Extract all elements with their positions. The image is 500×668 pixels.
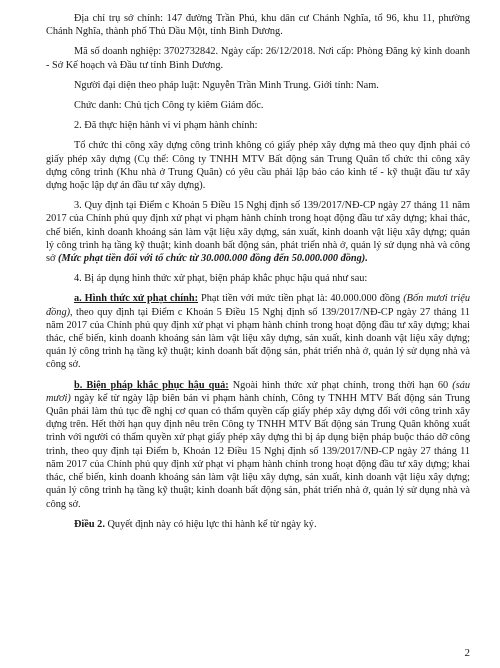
- article2-label: Điều 2.: [74, 518, 105, 530]
- company-position: Chức danh: Chủ tịch Công ty kiêm Giám đốc.: [74, 100, 264, 112]
- section4b-text2: ngày kể từ ngày lập biên bản vi phạm hành chính, Công ty TNHH MTV Bất động sản Trung Quân phải làm thủ tục đề nghị cơ quan có thẩm quyền cấp giấy phép xây dựng đối với công trình xây dựng trên. Hết thời hạn quy định nêu trên Công ty TNHH MTV Bất động sản Trung Quân không xuất trình với người có thẩm quyền xử phạt giấy phép xây dựng thì bị áp dụng biện pháp buộc tháo dỡ công trình, theo quy định tại Điểm b, Khoản 12 Điều 15 Nghị định số 139/2017/NĐ-CP ngày 27 tháng 11 năm 2017 của Chính phủ quy định xử phạt vi phạm hành chính trong hoạt động đầu tư xây dựng; khai thác, chế biến, kinh doanh khoáng sản làm vật liệu xây dựng, sản xuất, kinh doanh vật liệu xây dựng; quản lý công trình hạ tầng kỹ thuật; kinh doanh bất động sản, phát triển nhà ở, quản lý sử dụng nhà và công sở.: [46, 392, 470, 510]
- section4-heading: 4. Bị áp dụng hình thức xử phạt, biện pháp khắc phục hậu quả như sau:: [74, 273, 368, 285]
- section4b-paragraph: [46, 379, 470, 511]
- section3-paragraph: [46, 199, 470, 265]
- section2-heading: 2. Đã thực hiện hành vi vi phạm hành chính:: [74, 120, 258, 132]
- company-registration: Mã số doanh nghiệp: 3702732842. Ngày cấp: 26/12/2018. Nơi cấp: Phòng Đăng ký kinh doanh - Sở Kế hoạch và Đầu tư tỉnh Bình Dương.: [46, 46, 470, 71]
- section3-penalty: (Mức phạt tiền đối với tổ chức từ 30.000.000 đồng đến 50.000.000 đồng).: [58, 253, 368, 265]
- section4b-italic: (sáu mươi): [46, 379, 470, 404]
- section4a-text2: , theo quy định tại Điểm c Khoản 5 Điều 15 Nghị định số 139/2017/NĐ-CP ngày 27 tháng 11 năm 2017 của Chính phủ quy định xử phạt vi phạm hành chính trong hoạt động đầu tư xây dựng; khai thác, chế biến, kinh doanh khoáng sản làm vật liệu xây dựng, sản xuất, kinh doanh vật liệu xây dựng; quản lý công trình hạ tầng kỹ thuật; kinh doanh bất động sản, phát triển nhà ở, quản lý sử dụng nhà và công sở.: [46, 306, 470, 371]
- article2-text: Quyết định này có hiệu lực thi hành kể từ ngày ký.: [104, 518, 317, 530]
- section4a-text1: Phạt tiền với mức tiền phạt là: 40.000.000 đồng: [198, 293, 404, 305]
- section3-body: 3. Quy định tại Điểm c Khoản 5 Điều 15 Nghị định số 139/2017/NĐ-CP ngày 27 tháng 11 năm 2017 của Chính phủ quy định xử phạt vi phạm hành chính trong hoạt động đầu tư xây dựng; khai thác, chế biến, kinh doanh khoáng sản làm vật liệu xây dựng, sản xuất, kinh doanh vật liệu xây dựng; quản lý công trình hạ tầng kỹ thuật; kinh doanh bất động sản, phát triển nhà ở, quản lý sử dụng nhà và công sở: [46, 200, 470, 265]
- section2-body: Tổ chức thi công xây dựng công trình không có giấy phép xây dựng mà theo quy định phải có giấy phép xây dựng (Cụ thể: Công ty TNHH MTV Bất động sản Trung Quân tổ chức thi công xây dựng công trình (Khu nhà ở Trung Quân) có yêu cầu phải lập báo cáo kinh tế - kỹ thuật đầu tư xây dựng hoặc lập dự án đầu tư xây dựng).: [46, 140, 470, 192]
- article2-paragraph: [46, 518, 470, 531]
- section4a-italic: (Bốn mươi triệu đồng): [46, 293, 470, 318]
- section4a-paragraph: [46, 292, 470, 371]
- section4b-label: b. Biện pháp khắc phục hậu quả:: [74, 379, 229, 391]
- company-address: Địa chỉ trụ sở chính: 147 đường Trần Phú, khu dân cư Chánh Nghĩa, tổ 96, khu 11, phường Chánh Nghĩa, thành phố Thủ Dầu Một, tỉnh Bình Dương.: [46, 13, 470, 38]
- section4b-text1: Ngoài hình thức xử phạt chính, trong thời hạn 60: [228, 379, 453, 391]
- page-number: 2: [464, 646, 470, 659]
- section4a-label: a. Hình thức xử phạt chính:: [74, 293, 199, 305]
- company-representative: Người đại diện theo pháp luật: Nguyễn Trần Minh Trung. Giới tính: Nam.: [74, 79, 379, 91]
